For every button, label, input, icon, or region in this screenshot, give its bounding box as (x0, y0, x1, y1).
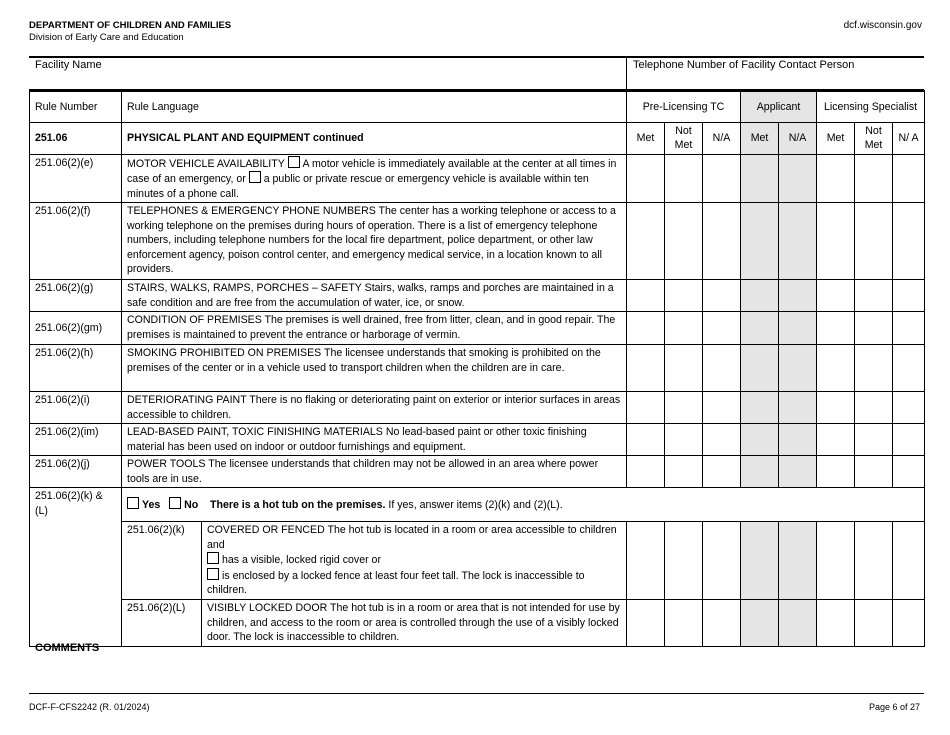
rule-number: 251.06(2)(j) (30, 456, 122, 488)
met-cell[interactable] (817, 522, 855, 600)
licensing-specialist-header: Licensing Specialist (817, 91, 925, 122)
met-cell[interactable] (627, 280, 665, 312)
not-met-cell[interactable] (665, 312, 703, 345)
rule-number: 251.06(2)(h) (30, 345, 122, 392)
facility-phone-label: Telephone Number of Facility Contact Person (633, 59, 855, 71)
na-cell[interactable] (703, 280, 741, 312)
met-cell[interactable] (627, 424, 665, 456)
rule-number-header: Rule Number (30, 91, 122, 122)
department-name: DEPARTMENT OF CHILDREN AND FAMILIES (29, 20, 232, 31)
met-cell[interactable] (627, 154, 665, 203)
rule-option: has a visible, locked rigid cover or (222, 554, 381, 566)
pre-licensing-header: Pre-Licensing TC (627, 91, 741, 122)
met-cell[interactable] (741, 392, 779, 424)
not-met-cell[interactable] (855, 280, 893, 312)
rule-language: STAIRS, WALKS, RAMPS, PORCHES – SAFETY Stairs, walks, ramps and porches are maintained in a safe condition and are free from the accumulation of water, ice, or snow. (122, 280, 627, 312)
not-met-cell[interactable] (855, 345, 893, 392)
met-cell[interactable] (817, 392, 855, 424)
na-cell[interactable] (779, 312, 817, 345)
comments-label: COMMENTS (35, 642, 100, 654)
checklist-table (29, 90, 925, 647)
rule-language (122, 154, 627, 203)
na-cell[interactable] (893, 424, 925, 456)
na-header: N/ A (893, 122, 925, 154)
rule-heading: MOTOR VEHICLE AVAILABILITY (127, 157, 285, 170)
table-row (30, 600, 925, 647)
rule-option: is enclosed by a locked fence at least four feet tall. The lock is inaccessible to children. (207, 569, 585, 596)
met-cell[interactable] (741, 522, 779, 600)
yes-checkbox[interactable] (127, 497, 139, 509)
na-cell[interactable] (779, 203, 817, 280)
checkbox[interactable] (207, 552, 219, 564)
no-checkbox[interactable] (169, 497, 181, 509)
not-met-cell[interactable] (665, 203, 703, 280)
not-met-cell[interactable] (665, 424, 703, 456)
na-cell[interactable] (893, 522, 925, 600)
rule-language-header: Rule Language (122, 91, 627, 122)
met-cell[interactable] (627, 203, 665, 280)
na-cell[interactable] (893, 312, 925, 345)
not-met-cell[interactable] (855, 522, 893, 600)
met-cell[interactable] (817, 345, 855, 392)
not-met-cell[interactable] (855, 312, 893, 345)
na-cell[interactable] (893, 280, 925, 312)
table-row (30, 424, 925, 456)
rule-number: 251.06(2)(e) (30, 154, 122, 203)
header (29, 20, 231, 44)
not-met-cell[interactable] (855, 600, 893, 647)
na-cell[interactable] (893, 600, 925, 647)
rule-text: a public or private rescue or emergency vehicle is available within ten minutes of a phone call. (127, 173, 589, 200)
met-cell[interactable] (741, 280, 779, 312)
na-cell[interactable] (893, 345, 925, 392)
met-cell[interactable] (741, 312, 779, 345)
not-met-header: Not Met (855, 122, 893, 154)
na-cell[interactable] (703, 312, 741, 345)
rule-language (202, 522, 627, 600)
rule-language: POWER TOOLS The licensee understands that children may not be allowed in an area where power tools are in use. (122, 456, 627, 488)
rule-language: CONDITION OF PREMISES The premises is well drained, free from litter, clean, and in good repair. The premises is maintained to prevent the entrance or harborage of vermin. (122, 312, 627, 345)
hot-tub-question-row (122, 488, 925, 522)
website: dcf.wisconsin.gov (843, 20, 922, 31)
rule-number: 251.06(2)(k) & (L) (30, 488, 122, 647)
rule-language: DETERIORATING PAINT There is no flaking or deteriorating paint on exterior or interior surfaces in areas accessible to children. (122, 392, 627, 424)
met-header: Met (627, 122, 665, 154)
na-cell[interactable] (779, 280, 817, 312)
na-cell[interactable] (893, 392, 925, 424)
facility-name-label: Facility Name (35, 59, 102, 71)
not-met-cell[interactable] (665, 392, 703, 424)
na-header: N/A (779, 122, 817, 154)
met-cell[interactable] (627, 456, 665, 488)
page-number: Page 6 of 27 (868, 702, 920, 712)
met-cell[interactable] (741, 600, 779, 647)
table-row (30, 203, 925, 280)
not-met-cell[interactable] (855, 392, 893, 424)
rule-number: 251.06(2)(im) (30, 424, 122, 456)
met-cell[interactable] (741, 154, 779, 203)
met-cell[interactable] (817, 154, 855, 203)
no-label: No (184, 498, 199, 511)
not-met-cell[interactable] (855, 424, 893, 456)
table-row (30, 488, 925, 522)
rule-number: 251.06(2)(i) (30, 392, 122, 424)
rule-language: LEAD-BASED PAINT, TOXIC FINISHING MATERIALS No lead-based paint or other toxic finishing material has been used on indoor or outdoor furnishings and equipment. (122, 424, 627, 456)
met-cell[interactable] (627, 392, 665, 424)
checkbox[interactable] (288, 156, 300, 168)
sub-rule-number: 251.06(2)(k) (122, 522, 202, 600)
na-cell[interactable] (779, 154, 817, 203)
hot-tub-instruction: If yes, answer items (2)(k) and (2)(L). (388, 498, 563, 511)
met-cell[interactable] (741, 203, 779, 280)
met-cell[interactable] (627, 312, 665, 345)
table-row (30, 154, 925, 203)
met-cell[interactable] (627, 522, 665, 600)
na-cell[interactable] (703, 456, 741, 488)
yes-label: Yes (142, 498, 161, 511)
not-met-cell[interactable] (665, 522, 703, 600)
na-cell[interactable] (893, 203, 925, 280)
na-cell[interactable] (703, 392, 741, 424)
not-met-cell[interactable] (665, 600, 703, 647)
met-cell[interactable] (627, 600, 665, 647)
table-row (30, 392, 925, 424)
met-cell[interactable] (741, 345, 779, 392)
na-cell[interactable] (703, 203, 741, 280)
met-cell[interactable] (817, 312, 855, 345)
rule-number: 251.06(2)(gm) (30, 312, 122, 345)
rule-text: COVERED OR FENCED The hot tub is located in a room or area accessible to children and (207, 524, 617, 551)
na-cell[interactable] (779, 600, 817, 647)
na-cell[interactable] (779, 345, 817, 392)
not-met-cell[interactable] (855, 154, 893, 203)
divider (626, 57, 627, 90)
section-number: 251.06 (30, 122, 122, 154)
na-cell[interactable] (703, 345, 741, 392)
rule-number: 251.06(2)(g) (30, 280, 122, 312)
not-met-cell[interactable] (855, 456, 893, 488)
table-row (30, 345, 925, 392)
rule-language: TELEPHONES & EMERGENCY PHONE NUMBERS The center has a working telephone or access to a working telephone on the premises during hours of operation. There is a list of emergency telephone numbers, including telephone numbers for the local fire department, police department, or other law enforcement agency, poison control center, and emergency medical service, in a location known to all providers. (122, 203, 627, 280)
met-cell[interactable] (627, 345, 665, 392)
not-met-cell[interactable] (855, 203, 893, 280)
na-cell[interactable] (779, 456, 817, 488)
not-met-cell[interactable] (665, 345, 703, 392)
division-name: Division of Early Care and Education (29, 32, 184, 43)
met-cell[interactable] (817, 280, 855, 312)
na-cell[interactable] (893, 154, 925, 203)
na-cell[interactable] (779, 522, 817, 600)
na-cell[interactable] (779, 424, 817, 456)
met-cell[interactable] (741, 456, 779, 488)
met-cell[interactable] (817, 600, 855, 647)
met-cell[interactable] (741, 424, 779, 456)
facility-info (29, 57, 924, 90)
checkbox[interactable] (207, 568, 219, 580)
section-title: PHYSICAL PLANT AND EQUIPMENT continued (122, 122, 627, 154)
table-row (30, 312, 925, 345)
applicant-header: Applicant (741, 91, 817, 122)
na-header: N/A (703, 122, 741, 154)
na-cell[interactable] (893, 456, 925, 488)
not-met-cell[interactable] (665, 280, 703, 312)
checkbox[interactable] (249, 171, 261, 183)
not-met-header: Not Met (665, 122, 703, 154)
na-cell[interactable] (703, 424, 741, 456)
divider (29, 693, 924, 694)
sub-rule-number: 251.06(2)(L) (122, 600, 202, 647)
met-cell[interactable] (817, 203, 855, 280)
na-cell[interactable] (703, 600, 741, 647)
not-met-cell[interactable] (665, 154, 703, 203)
hot-tub-question: There is a hot tub on the premises. (210, 498, 386, 511)
rule-language: VISIBLY LOCKED DOOR The hot tub is in a room or area that is not intended for use by children, and access to the room or area is controlled through the use of a visibly locked door. The lock is inaccessible to children. (202, 600, 627, 647)
met-header: Met (817, 122, 855, 154)
met-cell[interactable] (817, 424, 855, 456)
rule-number: 251.06(2)(f) (30, 203, 122, 280)
not-met-cell[interactable] (665, 456, 703, 488)
rule-language: SMOKING PROHIBITED ON PREMISES The licensee understands that smoking is prohibited on the premises of the center or in a vehicle used to transport children when the children are in care. (122, 345, 627, 392)
met-cell[interactable] (817, 456, 855, 488)
na-cell[interactable] (779, 392, 817, 424)
na-cell[interactable] (703, 522, 741, 600)
met-header: Met (741, 122, 779, 154)
table-row (30, 280, 925, 312)
rule-text: A motor vehicle is immediately available at the center at all times in case of an emergency, or (127, 157, 617, 185)
table-row (30, 522, 925, 600)
form-id: DCF-F-CFS2242 (R. 01/2024) (29, 702, 150, 712)
table-row (30, 456, 925, 488)
na-cell[interactable] (703, 154, 741, 203)
